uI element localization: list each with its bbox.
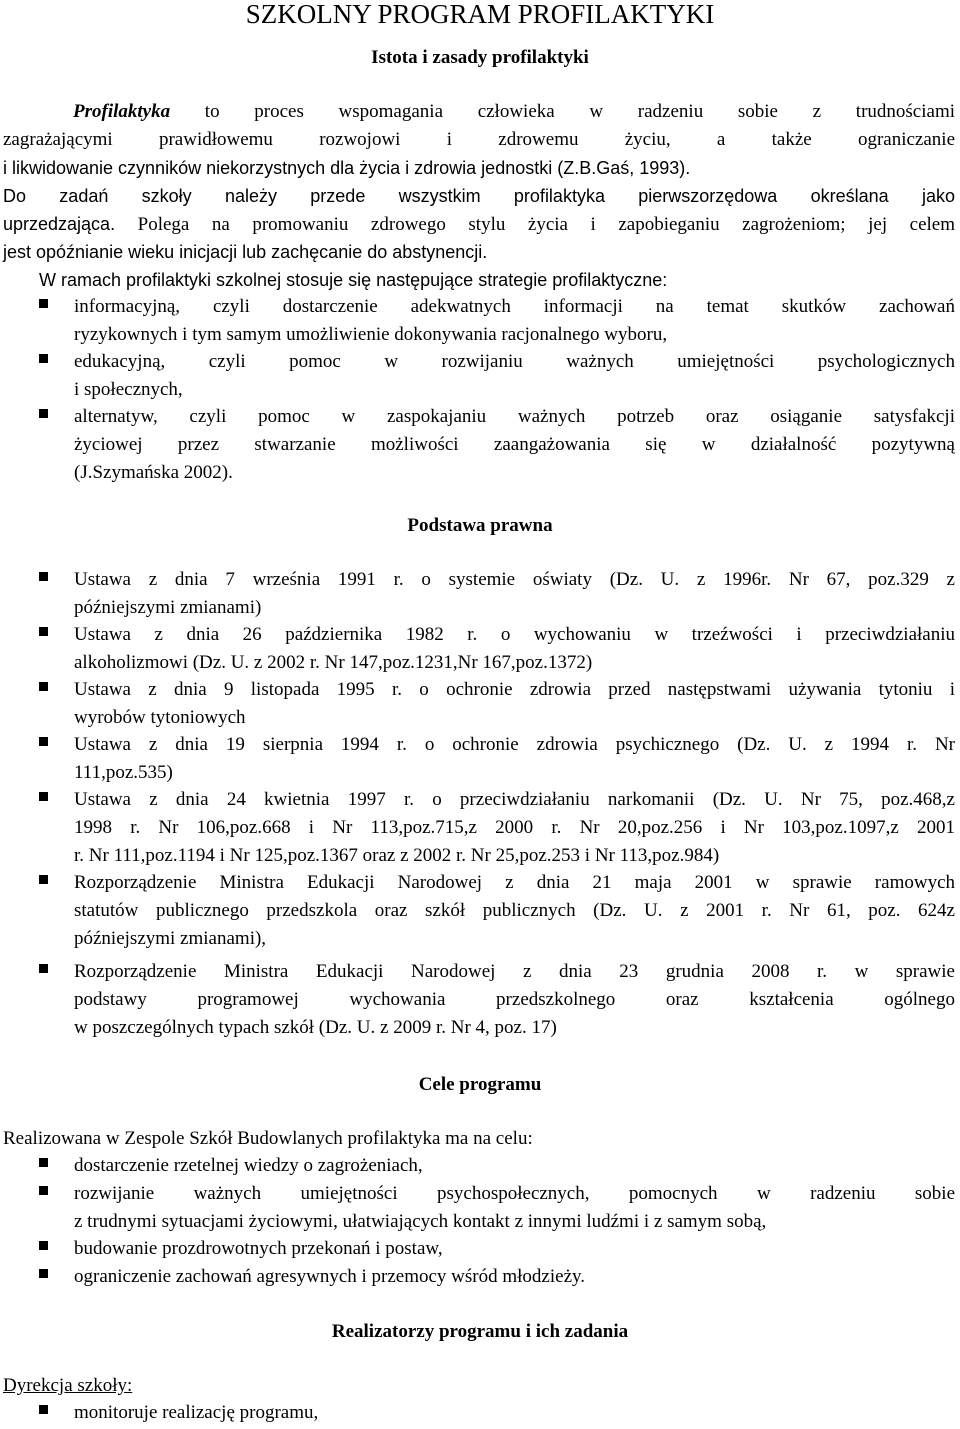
- bullet-icon: [39, 682, 48, 691]
- section-heading-realizatorzy: Realizatorzy programu i ich zadania: [331, 1321, 629, 1342]
- bullet-icon: [39, 1269, 48, 1278]
- list-item: informacyjną, czyli dostarczenie adekwatnych informacji na temat skutków zachowań: [74, 296, 955, 317]
- list-item: Ustawa z dnia 24 kwietnia 1997 r. o przeciwdziałaniu narkomanii (Dz. U. Nr 75, poz.468,z: [74, 789, 955, 810]
- bullet-icon: [39, 792, 48, 801]
- bullet-icon: [39, 354, 48, 363]
- bullet-icon: [39, 1158, 48, 1167]
- paragraph-line: zagrażającymi prawidłowemu rozwojowi i zdrowemu życiu, a także ograniczanie: [3, 129, 955, 150]
- bullet-icon: [39, 572, 48, 581]
- list-item-continuation: alkoholizmowi (Dz. U. z 2002 r. Nr 147,poz.1231,Nr 167,poz.1372): [74, 652, 593, 673]
- list-item: Ustawa z dnia 7 września 1991 r. o systemie oświaty (Dz. U. z 1996r. Nr 67, poz.329 z: [74, 569, 955, 590]
- paragraph-line: [73, 98, 955, 126]
- bullet-icon: [39, 627, 48, 636]
- section-heading-cele: Cele programu: [418, 1074, 542, 1095]
- list-item: dostarczenie rzetelnej wiedzy o zagrożeniach,: [74, 1155, 423, 1176]
- list-item: budowanie prozdrowotnych przekonań i postaw,: [74, 1238, 443, 1259]
- bullet-icon: [39, 1186, 48, 1195]
- list-item-continuation: późniejszymi zmianami),: [74, 928, 267, 949]
- paragraph-line: [3, 210, 955, 239]
- list-item-continuation: życiowej przez stwarzanie możliwości zaangażowania się w działalność pozytywną: [74, 434, 955, 455]
- list-item: monitoruje realizację programu,: [74, 1402, 319, 1423]
- bullet-icon: [39, 1241, 48, 1250]
- paragraph-text: uprzedzająca.: [3, 214, 116, 234]
- list-item: ograniczenie zachowań agresywnych i przemocy wśród młodzieży.: [74, 1266, 586, 1287]
- list-item-continuation: i społecznych,: [74, 379, 183, 400]
- list-item: Ustawa z dnia 26 października 1982 r. o wychowaniu w trzeźwości i przeciwdziałaniu: [74, 624, 955, 645]
- section-heading-podstawa: Podstawa prawna: [407, 515, 553, 536]
- list-item: alternatyw, czyli pomoc w zaspokajaniu ważnych potrzeb oraz osiąganie satysfakcji: [74, 406, 955, 427]
- paragraph-text: Polega na promowaniu zdrowego stylu życia i zapobieganiu zagrożeniom; jej celem: [137, 214, 955, 235]
- paragraph-text: to proces wspomagania człowieka w radzeniu sobie z trudnościami: [204, 101, 956, 122]
- list-item-continuation: (J.Szymańska 2002).: [74, 462, 233, 483]
- bullet-icon: [39, 409, 48, 418]
- subheading-dyrekcja: Dyrekcja szkoły:: [3, 1375, 133, 1396]
- bullet-icon: [39, 1405, 48, 1414]
- bullet-icon: [39, 964, 48, 973]
- paragraph-line: Do zadań szkoły należy przede wszystkim profilaktyka pierwszorzędowa określana jako: [3, 186, 955, 206]
- section-heading-istota: Istota i zasady profilaktyki: [371, 47, 589, 68]
- term-profilaktyka: Profilaktyka: [73, 101, 171, 122]
- list-item-continuation: ryzykownych i tym samym umożliwienie dokonywania racjonalnego wyboru,: [74, 324, 668, 345]
- list-item-continuation: wyrobów tytoniowych: [74, 707, 246, 728]
- list-item-continuation: 1998 r. Nr 106,poz.668 i Nr 113,poz.715,z 2000 r. Nr 20,poz.256 i Nr 103,poz.1097,z 2001: [74, 817, 955, 838]
- bullet-icon: [39, 737, 48, 746]
- paragraph-line: W ramach profilaktyki szkolnej stosuje się następujące strategie profilaktyczne:: [39, 270, 668, 290]
- document-title: SZKOLNY PROGRAM PROFILAKTYKI: [245, 0, 715, 29]
- list-item-continuation: r. Nr 111,poz.1194 i Nr 125,poz.1367 oraz z 2002 r. Nr 25,poz.253 i Nr 113,poz.984): [74, 845, 720, 866]
- list-item-continuation: z trudnymi sytuacjami życiowymi, ułatwiających kontakt z innymi ludźmi i z samym sobą,: [74, 1211, 767, 1232]
- bullet-icon: [39, 875, 48, 884]
- list-item-continuation: w poszczególnych typach szkół (Dz. U. z 2009 r. Nr 4, poz. 17): [74, 1017, 557, 1038]
- list-item: Ustawa z dnia 19 sierpnia 1994 r. o ochronie zdrowia psychicznego (Dz. U. z 1994 r. Nr: [74, 734, 955, 755]
- paragraph-line: i likwidowanie czynników niekorzystnych dla życia i zdrowia jednostki (Z.B.Gaś, 1993).: [3, 158, 691, 178]
- list-item: Rozporządzenie Ministra Edukacji Narodowej z dnia 21 maja 2001 w sprawie ramowych: [74, 872, 955, 893]
- list-item-continuation: późniejszymi zmianami): [74, 597, 262, 618]
- paragraph-line: Realizowana w Zespole Szkół Budowlanych profilaktyka ma na celu:: [3, 1128, 533, 1149]
- list-item: Rozporządzenie Ministra Edukacji Narodowej z dnia 23 grudnia 2008 r. w sprawie: [74, 961, 955, 982]
- bullet-icon: [39, 299, 48, 308]
- paragraph-line: jest opóźnianie wieku inicjacji lub zachęcanie do abstynencji.: [3, 242, 488, 262]
- list-item-continuation: statutów publicznego przedszkola oraz szkół publicznych (Dz. U. z 2001 r. Nr 61, poz. 624z: [74, 900, 955, 921]
- list-item-continuation: 111,poz.535): [74, 762, 173, 783]
- list-item: Ustawa z dnia 9 listopada 1995 r. o ochronie zdrowia przed następstwami używania tytoniu i: [74, 679, 955, 700]
- list-item: edukacyjną, czyli pomoc w rozwijaniu ważnych umiejętności psychologicznych: [74, 351, 955, 372]
- list-item-continuation: podstawy programowej wychowania przedszkolnego oraz kształcenia ogólnego: [74, 989, 955, 1010]
- list-item: rozwijanie ważnych umiejętności psychospołecznych, pomocnych w radzeniu sobie: [74, 1183, 955, 1204]
